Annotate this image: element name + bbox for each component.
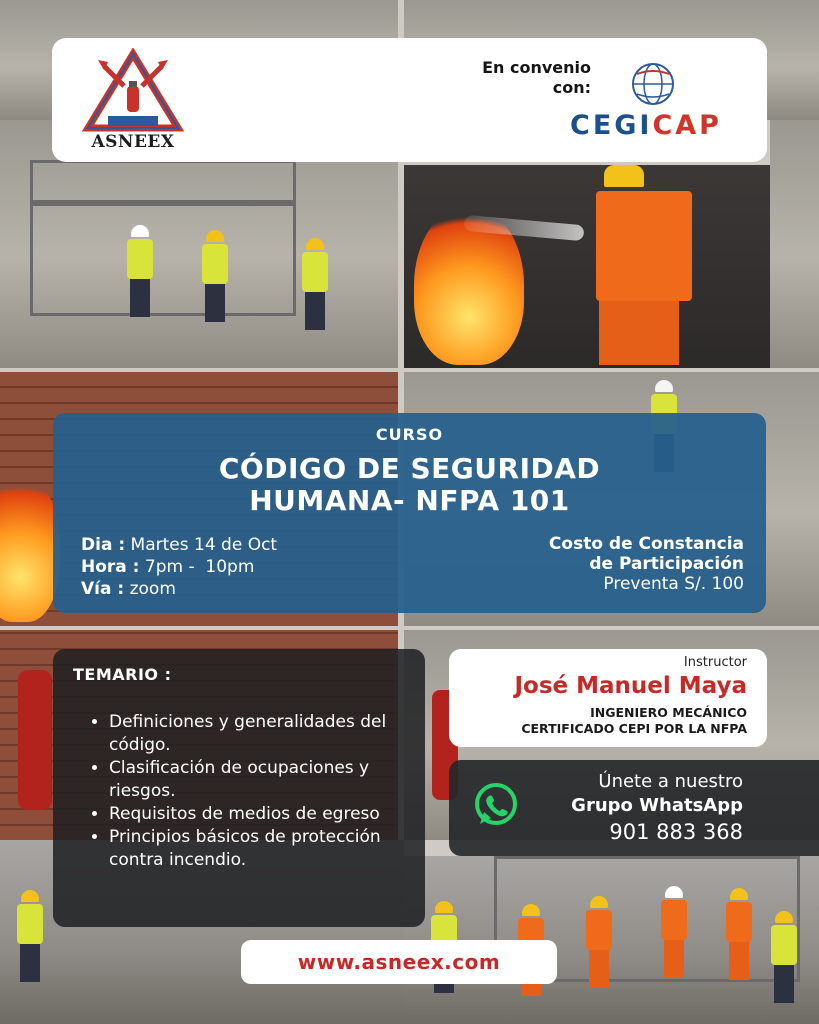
whatsapp-phone[interactable]: 901 883 368 — [609, 820, 743, 844]
whatsapp-line1: Únete a nuestro — [598, 771, 743, 792]
instructor-role-line1: INGENIERO MECÁNICO — [590, 705, 747, 720]
course-schedule — [81, 534, 277, 600]
whatsapp-group-banner[interactable] — [449, 760, 819, 856]
partner-logo[interactable] — [570, 110, 722, 141]
hora-value: 7pm - 10pm — [144, 557, 255, 577]
hora-label: Hora : — [81, 557, 140, 577]
whatsapp-icon — [471, 780, 521, 830]
logo-text: ASNEEX — [91, 132, 175, 152]
partner-name-part1: CEGI — [570, 110, 653, 141]
temario-item: • Requisitos de medios de egreso — [109, 803, 429, 826]
convenio-line2: con: — [552, 78, 591, 97]
photo-right-wall — [770, 120, 819, 368]
via-value: zoom — [129, 579, 176, 599]
via-row — [81, 578, 277, 600]
course-title-line2: HUMANA- NFPA 101 — [249, 484, 570, 517]
whatsapp-text — [571, 770, 743, 844]
whatsapp-line2: Grupo WhatsApp — [571, 795, 743, 816]
dia-row — [81, 534, 277, 556]
photo-firefighter — [404, 165, 770, 368]
course-panel — [53, 413, 766, 613]
temario-heading: TEMARIO : — [73, 665, 172, 684]
convenio-text — [482, 58, 591, 98]
instructor-tag: Instructor — [683, 655, 747, 670]
hora-row — [81, 556, 277, 578]
dia-label: Dia : — [81, 535, 126, 555]
dia-value: Martes 14 de Oct — [130, 535, 278, 555]
asneex-logo[interactable] — [78, 48, 188, 158]
instructor-card — [449, 649, 767, 747]
temario-item: • Definiciones y generalidades del código. — [109, 711, 429, 757]
cost-value: Preventa S/. 100 — [603, 574, 744, 594]
partner-name-part2: CAP — [652, 110, 722, 141]
course-cost — [549, 534, 744, 594]
temario-item: • Principios básicos de protección contra incendio. — [109, 826, 429, 872]
temario-panel — [53, 649, 425, 927]
instructor-role — [521, 705, 747, 737]
course-title-line1: CÓDIGO DE SEGURIDAD — [218, 452, 601, 485]
temario-item: • Clasificación de ocupaciones y riesgos. — [109, 757, 429, 803]
temario-list — [91, 711, 429, 872]
convenio-line1: En convenio — [482, 58, 591, 77]
cost-label-line1: Costo de Constancia — [548, 534, 744, 554]
cost-label-line2: de Participación — [589, 554, 744, 574]
website-link[interactable]: www.asneex.com — [241, 940, 557, 984]
header-card — [52, 38, 767, 162]
globe-icon — [629, 60, 677, 108]
course-title — [53, 453, 766, 517]
asneex-logo-icon — [78, 48, 188, 132]
instructor-role-line2: CERTIFICADO CEPI POR LA NFPA — [521, 721, 747, 736]
via-label: Vía : — [81, 579, 125, 599]
course-label: CURSO — [375, 425, 444, 444]
instructor-name: José Manuel Maya — [514, 673, 747, 699]
